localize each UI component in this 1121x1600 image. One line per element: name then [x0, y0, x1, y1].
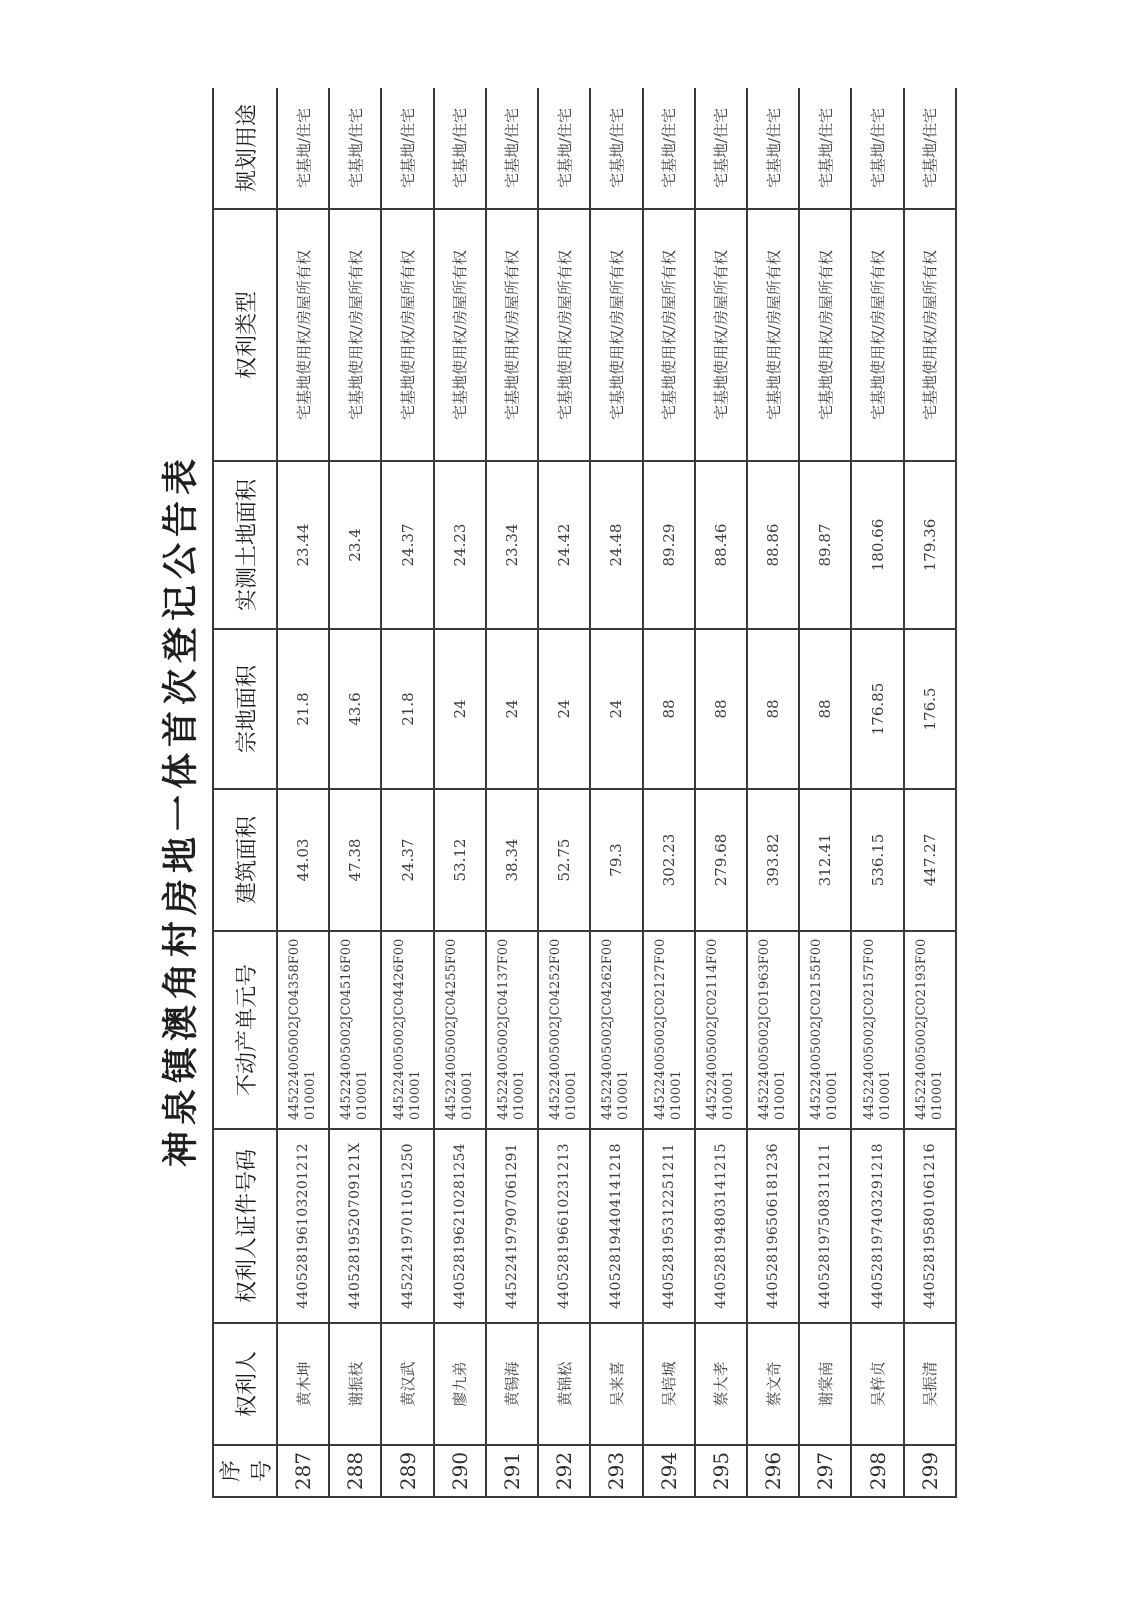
cell-planned-use: 宅基地/住宅 [747, 88, 799, 209]
cell-id-number: 440528197508311211 [799, 1129, 851, 1323]
cell-right-type: 宅基地使用权/房屋所有权 [538, 209, 590, 461]
cell-surveyed-land-area: 24.48 [590, 461, 642, 629]
cell-unit-number: 445224005002JC04426F00010001 [381, 931, 433, 1129]
table-row [381, 88, 433, 1497]
table-body [277, 88, 956, 1497]
cell-planned-use: 宅基地/住宅 [851, 88, 903, 209]
cell-id-number: 44052819520709121X [329, 1129, 381, 1323]
cell-unit-number: 445224005002JC02114F00010001 [695, 931, 747, 1129]
cell-building-area: 47.38 [329, 789, 381, 931]
cell-seq: 295 [695, 1445, 747, 1497]
cell-right-type: 宅基地使用权/房屋所有权 [590, 209, 642, 461]
cell-building-area: 447.27 [904, 789, 956, 931]
header-building-area: 建筑面积 [213, 789, 277, 931]
cell-surveyed-land-area: 89.29 [643, 461, 695, 629]
cell-building-area: 24.37 [381, 789, 433, 931]
header-holder: 权利人 [213, 1323, 277, 1445]
cell-seq: 288 [329, 1445, 381, 1497]
cell-surveyed-land-area: 23.4 [329, 461, 381, 629]
cell-unit-number: 445224005002JC02127F00010001 [643, 931, 695, 1129]
cell-id-number: 440528196210281254 [434, 1129, 486, 1323]
cell-seq: 291 [486, 1445, 538, 1497]
cell-right-type: 宅基地使用权/房屋所有权 [434, 209, 486, 461]
cell-planned-use: 宅基地/住宅 [643, 88, 695, 209]
cell-id-number: 440528195801061216 [904, 1129, 956, 1323]
cell-building-area: 79.3 [590, 789, 642, 931]
cell-seq: 289 [381, 1445, 433, 1497]
cell-right-type: 宅基地使用权/房屋所有权 [904, 209, 956, 461]
header-right-type: 权利类型 [213, 209, 277, 461]
cell-parcel-area: 88 [747, 629, 799, 789]
cell-surveyed-land-area: 180.66 [851, 461, 903, 629]
cell-id-number: 440528195312251211 [643, 1129, 695, 1323]
table-row [695, 88, 747, 1497]
cell-planned-use: 宅基地/住宅 [904, 88, 956, 209]
cell-right-type: 宅基地使用权/房屋所有权 [486, 209, 538, 461]
cell-surveyed-land-area: 89.87 [799, 461, 851, 629]
cell-building-area: 393.82 [747, 789, 799, 931]
cell-unit-number: 445224005002JC04358F00010001 [277, 931, 329, 1129]
cell-planned-use: 宅基地/住宅 [695, 88, 747, 209]
cell-seq: 299 [904, 1445, 956, 1497]
header-unit-number: 不动产单元号 [213, 931, 277, 1129]
cell-seq: 292 [538, 1445, 590, 1497]
table-row [434, 88, 486, 1497]
cell-seq: 296 [747, 1445, 799, 1497]
table-row [747, 88, 799, 1497]
cell-holder: 谢棠南 [799, 1323, 851, 1445]
table-row [590, 88, 642, 1497]
header-planned-use: 规划用途 [213, 88, 277, 209]
cell-unit-number: 445224005002JC02157F00010001 [851, 931, 903, 1129]
cell-building-area: 38.34 [486, 789, 538, 931]
table-row [277, 88, 329, 1497]
cell-id-number: 440528196610231213 [538, 1129, 590, 1323]
cell-holder: 吴来喜 [590, 1323, 642, 1445]
cell-id-number: 445224197907061291 [486, 1129, 538, 1323]
cell-holder: 吴培城 [643, 1323, 695, 1445]
cell-unit-number: 445224005002JC01963F00010001 [747, 931, 799, 1129]
cell-parcel-area: 88 [799, 629, 851, 789]
cell-holder: 黄汉武 [381, 1323, 433, 1445]
table-frame [212, 88, 957, 1498]
cell-parcel-area: 24 [538, 629, 590, 789]
cell-surveyed-land-area: 88.86 [747, 461, 799, 629]
cell-id-number: 440528194404141218 [590, 1129, 642, 1323]
table-row [851, 88, 903, 1497]
cell-seq: 290 [434, 1445, 486, 1497]
cell-planned-use: 宅基地/住宅 [277, 88, 329, 209]
cell-holder: 黄锡海 [486, 1323, 538, 1445]
cell-seq: 293 [590, 1445, 642, 1497]
cell-parcel-area: 88 [643, 629, 695, 789]
header-parcel-area: 宗地面积 [213, 629, 277, 789]
cell-right-type: 宅基地使用权/房屋所有权 [695, 209, 747, 461]
cell-building-area: 52.75 [538, 789, 590, 931]
cell-id-number: 440528194803141215 [695, 1129, 747, 1323]
cell-surveyed-land-area: 179.36 [904, 461, 956, 629]
cell-parcel-area: 21.8 [277, 629, 329, 789]
cell-holder: 吴梓贞 [851, 1323, 903, 1445]
cell-building-area: 302.23 [643, 789, 695, 931]
cell-unit-number: 445224005002JC02155F00010001 [799, 931, 851, 1129]
cell-right-type: 宅基地使用权/房屋所有权 [329, 209, 381, 461]
cell-parcel-area: 24 [486, 629, 538, 789]
cell-holder: 蔡文奇 [747, 1323, 799, 1445]
header-surveyed-land-area: 实测土地面积 [213, 461, 277, 629]
cell-surveyed-land-area: 23.34 [486, 461, 538, 629]
cell-right-type: 宅基地使用权/房屋所有权 [277, 209, 329, 461]
cell-seq: 297 [799, 1445, 851, 1497]
cell-surveyed-land-area: 23.44 [277, 461, 329, 629]
cell-parcel-area: 176.5 [904, 629, 956, 789]
cell-id-number: 445224197011051250 [381, 1129, 433, 1323]
cell-unit-number: 445224005002JC04255F00010001 [434, 931, 486, 1129]
cell-unit-number: 445224005002JC04262F00010001 [590, 931, 642, 1129]
cell-holder: 黄木坤 [277, 1323, 329, 1445]
cell-planned-use: 宅基地/住宅 [329, 88, 381, 209]
cell-building-area: 536.15 [851, 789, 903, 931]
cell-holder: 蔡大孝 [695, 1323, 747, 1445]
header-seq: 序号 [213, 1445, 277, 1497]
cell-planned-use: 宅基地/住宅 [486, 88, 538, 209]
cell-planned-use: 宅基地/住宅 [590, 88, 642, 209]
cell-building-area: 44.03 [277, 789, 329, 931]
header-id-number: 权利人证件号码 [213, 1129, 277, 1323]
table-row [799, 88, 851, 1497]
cell-parcel-area: 24 [590, 629, 642, 789]
cell-planned-use: 宅基地/住宅 [381, 88, 433, 209]
cell-right-type: 宅基地使用权/房屋所有权 [381, 209, 433, 461]
cell-right-type: 宅基地使用权/房屋所有权 [799, 209, 851, 461]
cell-unit-number: 445224005002JC04252F00010001 [538, 931, 590, 1129]
cell-holder: 谢振枝 [329, 1323, 381, 1445]
cell-holder: 吴振清 [904, 1323, 956, 1445]
cell-unit-number: 445224005002JC04516F00010001 [329, 931, 381, 1129]
cell-right-type: 宅基地使用权/房屋所有权 [851, 209, 903, 461]
table-row [486, 88, 538, 1497]
rotated-table-container [212, 88, 957, 1498]
table-row [329, 88, 381, 1497]
document-title: 神泉镇澳角村房地一体首次登记公告表 [159, 452, 202, 1168]
cell-building-area: 312.41 [799, 789, 851, 931]
registration-table [212, 88, 957, 1498]
cell-unit-number: 445224005002JC02193F00010001 [904, 931, 956, 1129]
cell-surveyed-land-area: 88.46 [695, 461, 747, 629]
cell-parcel-area: 176.85 [851, 629, 903, 789]
cell-holder: 黄锦松 [538, 1323, 590, 1445]
cell-building-area: 279.68 [695, 789, 747, 931]
cell-building-area: 53.12 [434, 789, 486, 931]
cell-planned-use: 宅基地/住宅 [434, 88, 486, 209]
cell-parcel-area: 43.6 [329, 629, 381, 789]
cell-parcel-area: 21.8 [381, 629, 433, 789]
cell-surveyed-land-area: 24.37 [381, 461, 433, 629]
cell-seq: 294 [643, 1445, 695, 1497]
cell-planned-use: 宅基地/住宅 [538, 88, 590, 209]
table-row [904, 88, 956, 1497]
cell-right-type: 宅基地使用权/房屋所有权 [747, 209, 799, 461]
cell-id-number: 440528197403291218 [851, 1129, 903, 1323]
table-row [643, 88, 695, 1497]
cell-holder: 廖九弟 [434, 1323, 486, 1445]
cell-seq: 287 [277, 1445, 329, 1497]
cell-right-type: 宅基地使用权/房屋所有权 [643, 209, 695, 461]
cell-planned-use: 宅基地/住宅 [799, 88, 851, 209]
cell-unit-number: 445224005002JC04137F00010001 [486, 931, 538, 1129]
cell-parcel-area: 24 [434, 629, 486, 789]
table-row [538, 88, 590, 1497]
cell-surveyed-land-area: 24.42 [538, 461, 590, 629]
cell-parcel-area: 88 [695, 629, 747, 789]
cell-seq: 298 [851, 1445, 903, 1497]
table-header-row [213, 88, 277, 1497]
cell-id-number: 440528196506181236 [747, 1129, 799, 1323]
cell-surveyed-land-area: 24.23 [434, 461, 486, 629]
cell-id-number: 440528196103201212 [277, 1129, 329, 1323]
